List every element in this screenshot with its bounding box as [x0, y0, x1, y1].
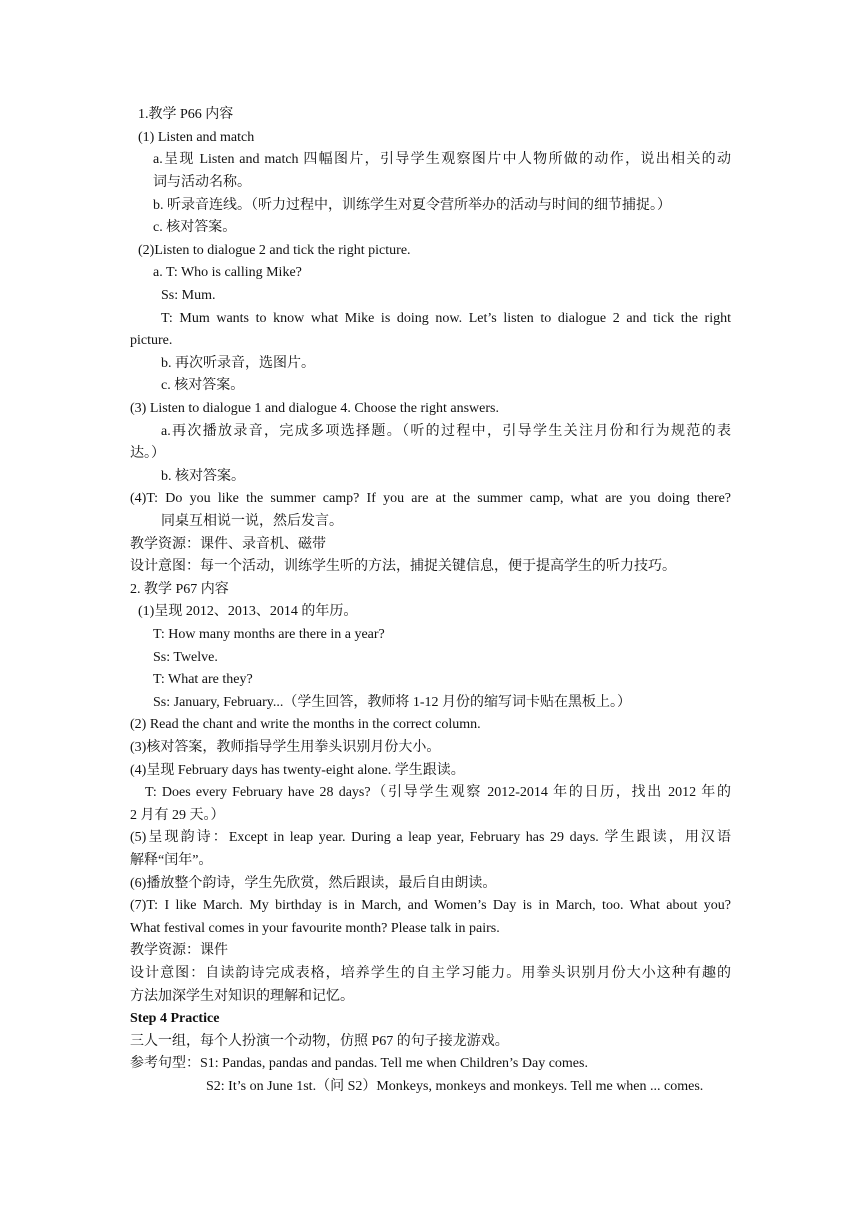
section-heading-p67: 2. 教学 P67 内容: [130, 582, 229, 597]
text-line: (3)核对答案，教师指导学生用拳头识别月份大小。: [130, 740, 441, 755]
text-line: 方法加深学生对知识的理解和记忆。: [130, 989, 354, 1004]
text-line: (6)播放整个韵诗，学生先欣赏，然后跟读，最后自由朗读。: [130, 876, 497, 891]
text-line: a.呈现 Listen and match 四幅图片，引导学生观察图片中人物所做的动作，说出相关的动: [153, 152, 731, 167]
text-line: 参考句型：S1: Pandas, pandas and pandas. Tell me when Children’s Day comes.: [130, 1056, 588, 1071]
section-heading-p66: 1.教学 P66 内容: [138, 107, 234, 122]
text-line: (2)Listen to dialogue 2 and tick the right picture.: [138, 243, 411, 258]
text-line: b. 再次听录音，选图片。: [161, 356, 315, 371]
text-line: (3) Listen to dialogue 1 and dialogue 4. Choose the right answers.: [130, 401, 499, 416]
text-line: (7)T: I like March. My birthday is in March, and Women’s Day is in March, too. What about you?: [130, 898, 731, 913]
text-line: Ss: January, February...（学生回答，教师将 1-12 月份的缩写词卡贴在黑板上。）: [153, 695, 632, 710]
text-line: T: How many months are there in a year?: [153, 627, 385, 642]
text-line: T: What are they?: [153, 672, 253, 687]
text-line: 解释“闰年”。: [130, 853, 213, 868]
text-line: (2) Read the chant and write the months in the correct column.: [130, 717, 481, 732]
text-line: 教学资源：课件、录音机、磁带: [130, 537, 326, 552]
text-line: 教学资源：课件: [130, 943, 228, 958]
step-heading: Step 4 Practice: [130, 1011, 220, 1026]
text-line: 2 月有 29 天。）: [130, 808, 225, 823]
text-line: Ss: Mum.: [161, 288, 216, 303]
text-line: T: Mum wants to know what Mike is doing now. Let’s listen to dialogue 2 and tick the right: [161, 311, 731, 326]
text-line: c. 核对答案。: [161, 378, 245, 393]
text-line: 设计意图：自读韵诗完成表格，培养学生的自主学习能力。用拳头识别月份大小这种有趣的: [130, 966, 731, 981]
text-line: b. 听录音连线。（听力过程中，训练学生对夏令营所举办的活动与时间的细节捕捉。）: [153, 198, 671, 213]
text-line: 达。）: [130, 446, 165, 461]
text-line: b. 核对答案。: [161, 469, 245, 484]
text-line: 同桌互相说一说，然后发言。: [161, 514, 343, 529]
text-line: 三人一组，每个人扮演一个动物，仿照 P67 的句子接龙游戏。: [130, 1034, 509, 1049]
text-line: Ss: Twelve.: [153, 650, 218, 665]
text-line: (1)呈现 2012、2013、2014 的年历。: [138, 604, 358, 619]
text-line: (1) Listen and match: [138, 130, 255, 145]
text-line: 设计意图：每一个活动，训练学生听的方法，捕捉关键信息，便于提高学生的听力技巧。: [130, 559, 676, 574]
text-line: T: Does every February have 28 days?（引导学生观察 2012-2014 年的日历，找出 2012 年的: [145, 785, 731, 800]
text-line: 词与活动名称。: [153, 175, 251, 190]
text-line: a. T: Who is calling Mike?: [153, 265, 302, 280]
text-line: picture.: [130, 333, 173, 348]
text-line: What festival comes in your favourite month? Please talk in pairs.: [130, 921, 500, 936]
text-line: S2: It’s on June 1st.（问 S2）Monkeys, monkeys and monkeys. Tell me when ... comes.: [206, 1079, 704, 1094]
text-line: a.再次播放录音，完成多项选择题。（听的过程中，引导学生关注月份和行为规范的表: [161, 424, 731, 439]
text-line: c. 核对答案。: [153, 220, 237, 235]
text-line: (4)T: Do you like the summer camp? If you are at the summer camp, what are you doing there?: [130, 491, 731, 506]
text-line: (4)呈现 February days has twenty-eight alone. 学生跟读。: [130, 763, 465, 778]
text-line: (5)呈现韵诗：Except in leap year. During a leap year, February has 29 days. 学生跟读，用汉语: [130, 830, 731, 845]
